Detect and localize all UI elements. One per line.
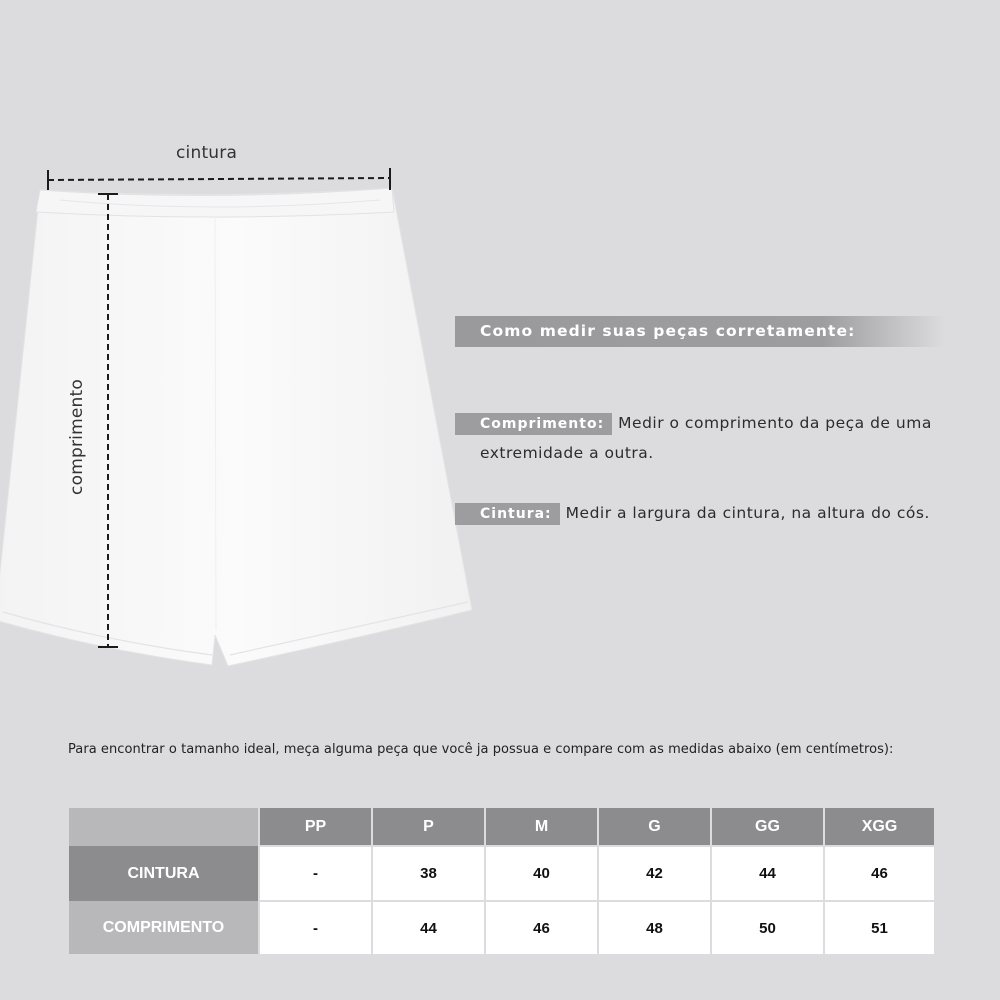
- table-cell: 38: [372, 846, 485, 901]
- table-cell: -: [259, 846, 372, 901]
- table-cell: 44: [711, 846, 824, 901]
- size-header-row: [69, 808, 934, 846]
- guide-heading-bar: [455, 316, 945, 347]
- comprimento-tag: Comprimento:: [455, 413, 612, 435]
- table-cell: 50: [711, 901, 824, 954]
- table-cell: 51: [824, 901, 934, 954]
- comprimento-measure-label: comprimento: [67, 379, 87, 495]
- table-cell: 48: [598, 901, 711, 954]
- comprimento-instruction: [480, 408, 950, 468]
- intro-text: Para encontrar o tamanho ideal, meça alguma peça que você ja possua e compare com as medidas abaixo (em centímetros):: [68, 742, 894, 757]
- size-header: PP: [259, 808, 372, 846]
- cintura-instruction: [480, 498, 960, 528]
- size-header: M: [485, 808, 598, 846]
- cintura-measure-label: cintura: [176, 143, 238, 163]
- cintura-measure-line: [48, 168, 390, 190]
- table-row-cintura: [69, 846, 934, 901]
- table-cell: 44: [372, 901, 485, 954]
- size-table: [69, 808, 934, 954]
- table-cell: 46: [824, 846, 934, 901]
- cintura-text: Medir a largura da cintura, na altura do cós.: [565, 504, 930, 522]
- table-cell: 40: [485, 846, 598, 901]
- cintura-tag: Cintura:: [455, 503, 560, 525]
- table-cell: 46: [485, 901, 598, 954]
- size-header: P: [372, 808, 485, 846]
- table-row-comprimento: [69, 901, 934, 954]
- row-label: CINTURA: [69, 846, 259, 901]
- table-cell: -: [259, 901, 372, 954]
- size-header: XGG: [824, 808, 934, 846]
- comprimento-text: Medir o comprimento da peça de uma extremidade a outra.: [480, 414, 932, 462]
- table-cell: 42: [598, 846, 711, 901]
- row-label: COMPRIMENTO: [69, 901, 259, 954]
- size-header: G: [598, 808, 711, 846]
- guide-heading: Como medir suas peças corretamente:: [480, 322, 856, 340]
- size-header: GG: [711, 808, 824, 846]
- table-corner: [69, 808, 259, 846]
